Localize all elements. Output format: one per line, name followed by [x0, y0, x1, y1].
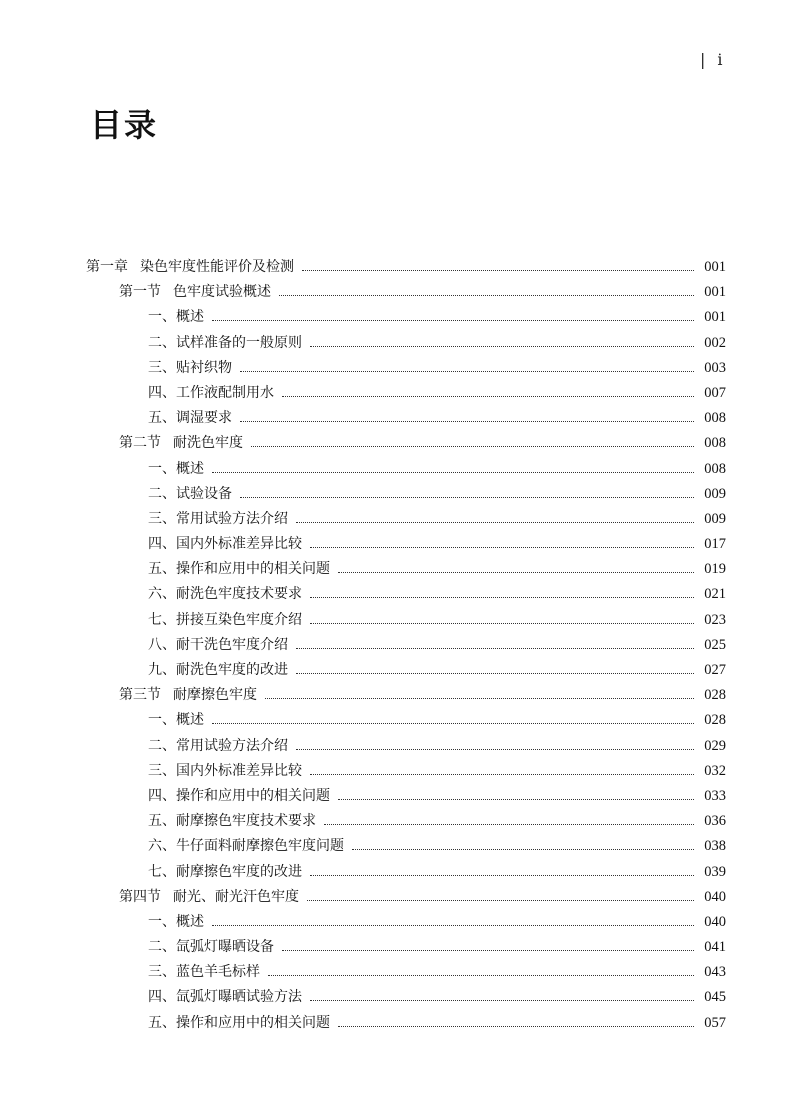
toc-label	[148, 331, 302, 356]
dot-leader	[282, 950, 694, 951]
toc-entry-prefix: 八、	[148, 636, 176, 653]
dot-leader	[324, 824, 694, 825]
toc-entry-title: 氙弧灯曝晒设备	[176, 939, 274, 956]
toc-entry-page: 025	[704, 636, 726, 653]
toc-entry-page: 028	[704, 712, 726, 729]
toc-label	[148, 860, 302, 885]
toc-entry-prefix: 九、	[148, 662, 176, 678]
dot-leader	[240, 371, 694, 372]
toc-section[interactable]	[86, 431, 726, 456]
toc-item[interactable]	[86, 532, 726, 557]
toc-label	[148, 935, 274, 960]
toc-label	[148, 633, 288, 658]
toc-entry-prefix: 二、	[148, 334, 176, 351]
toc-entry-title: 耐摩擦色牢度	[173, 687, 257, 704]
toc-entry-title: 牛仔面料耐摩擦色牢度问题	[176, 838, 344, 855]
dot-leader	[212, 925, 694, 926]
toc-entry-title: 操作和应用中的相关问题	[176, 1014, 330, 1031]
toc-entry-page: 033	[704, 787, 726, 804]
toc-label	[148, 759, 302, 784]
toc-item[interactable]	[86, 759, 726, 784]
toc-entry-title: 概述	[176, 309, 204, 326]
toc-entry-prefix: 第一章	[86, 259, 128, 275]
toc-item[interactable]	[86, 633, 726, 658]
table-of-contents	[86, 255, 726, 1036]
toc-label	[148, 985, 302, 1010]
toc-entry-title: 染色牢度性能评价及检测	[140, 259, 294, 275]
dot-leader	[212, 472, 694, 473]
toc-entry-prefix: 七、	[148, 611, 176, 628]
toc-entry-prefix: 第四节	[119, 888, 161, 905]
toc-item[interactable]	[86, 935, 726, 960]
toc-entry-page: 001	[704, 309, 726, 326]
toc-entry-page: 027	[704, 662, 726, 678]
toc-entry-prefix: 一、	[148, 913, 176, 930]
toc-entry-page: 041	[704, 939, 726, 956]
header-separator: |	[700, 50, 706, 69]
dot-leader	[310, 623, 694, 624]
dot-leader	[338, 1026, 694, 1027]
dot-leader	[307, 900, 694, 901]
toc-entry-page: 001	[704, 259, 726, 275]
toc-entry-page: 032	[704, 762, 726, 779]
dot-leader	[338, 572, 694, 573]
toc-label	[148, 809, 316, 834]
toc-item[interactable]	[86, 1011, 726, 1036]
toc-entry-prefix: 一、	[148, 460, 176, 477]
toc-item[interactable]	[86, 557, 726, 582]
toc-item[interactable]	[86, 708, 726, 733]
dot-leader	[296, 522, 694, 523]
toc-entry-page: 003	[704, 359, 726, 376]
toc-entry-page: 036	[704, 813, 726, 830]
toc-entry-prefix: 一、	[148, 309, 176, 326]
toc-label	[148, 708, 204, 733]
toc-entry-page: 045	[704, 989, 726, 1006]
toc-item[interactable]	[86, 305, 726, 330]
toc-entry-page: 043	[704, 964, 726, 981]
toc-entry-prefix: 三、	[148, 359, 176, 376]
toc-item[interactable]	[86, 482, 726, 507]
toc-entry-page: 039	[704, 863, 726, 880]
toc-entry-page: 040	[704, 913, 726, 930]
dot-leader	[296, 749, 694, 750]
toc-label	[148, 482, 232, 507]
toc-entry-title: 氙弧灯曝晒试验方法	[176, 989, 302, 1006]
toc-entry-prefix: 四、	[148, 536, 176, 553]
toc-entry-prefix: 二、	[148, 737, 176, 754]
toc-label	[148, 457, 204, 482]
toc-label	[148, 608, 302, 633]
dot-leader	[338, 799, 694, 800]
toc-entry-page: 023	[704, 611, 726, 628]
dot-leader	[212, 320, 694, 321]
toc-entry-title: 贴衬织物	[176, 359, 232, 376]
toc-entry-title: 试样准备的一般原则	[176, 334, 302, 351]
toc-label	[148, 834, 344, 859]
toc-item[interactable]	[86, 507, 726, 532]
toc-label	[148, 734, 288, 759]
dot-leader	[240, 421, 694, 422]
toc-entry-title: 耐洗色牢度技术要求	[176, 586, 302, 603]
toc-entry-title: 国内外标准差异比较	[176, 536, 302, 553]
toc-entry-page: 002	[704, 334, 726, 351]
toc-entry-prefix: 四、	[148, 989, 176, 1006]
toc-entry-title: 工作液配制用水	[176, 384, 274, 401]
toc-entry-title: 概述	[176, 460, 204, 477]
toc-label	[148, 406, 232, 431]
toc-entry-prefix: 第二节	[119, 435, 161, 452]
dot-leader	[240, 497, 694, 498]
toc-entry-page: 029	[704, 737, 726, 754]
toc-label	[148, 305, 204, 330]
page-title: 目录	[90, 106, 159, 144]
dot-leader	[296, 648, 694, 649]
toc-item[interactable]	[86, 860, 726, 885]
dot-leader	[310, 547, 694, 548]
dot-leader	[265, 698, 694, 699]
toc-label	[148, 960, 260, 985]
toc-entry-prefix: 五、	[148, 1014, 176, 1031]
toc-item[interactable]	[86, 809, 726, 834]
toc-label	[148, 381, 274, 406]
toc-entry-prefix: 四、	[148, 787, 176, 804]
toc-entry-title: 调湿要求	[176, 410, 232, 427]
toc-entry-prefix: 五、	[148, 561, 176, 578]
toc-item[interactable]	[86, 381, 726, 406]
dot-leader	[310, 346, 694, 347]
toc-entry-title: 耐洗色牢度的改进	[176, 662, 288, 678]
toc-label	[119, 431, 243, 456]
dot-leader	[282, 396, 694, 397]
toc-item[interactable]	[86, 834, 726, 859]
toc-item[interactable]	[86, 960, 726, 985]
dot-leader	[310, 774, 694, 775]
toc-chapter[interactable]	[86, 255, 726, 280]
toc-item[interactable]	[86, 356, 726, 381]
toc-entry-title: 耐光、耐光汗色牢度	[173, 888, 299, 905]
toc-entry-title: 耐干洗色牢度介绍	[176, 636, 288, 653]
toc-entry-title: 试验设备	[176, 485, 232, 502]
toc-label	[148, 507, 288, 532]
toc-entry-prefix: 第一节	[119, 284, 161, 301]
toc-item[interactable]	[86, 985, 726, 1010]
toc-label	[148, 1011, 330, 1036]
dot-leader	[352, 849, 694, 850]
toc-entry-page: 009	[704, 485, 726, 502]
toc-label	[148, 557, 330, 582]
toc-entry-prefix: 第三节	[119, 687, 161, 704]
toc-section[interactable]	[86, 885, 726, 910]
toc-entry-page: 017	[704, 536, 726, 553]
toc-item[interactable]	[86, 658, 726, 683]
toc-entry-page: 001	[704, 284, 726, 301]
dot-leader	[296, 673, 694, 674]
toc-label	[119, 683, 257, 708]
toc-entry-page: 040	[704, 888, 726, 905]
toc-entry-title: 概述	[176, 712, 204, 729]
toc-entry-prefix: 四、	[148, 384, 176, 401]
toc-entry-page: 009	[704, 510, 726, 527]
dot-leader	[268, 975, 694, 976]
toc-entry-prefix: 六、	[148, 838, 176, 855]
toc-entry-title: 常用试验方法介绍	[176, 510, 288, 527]
toc-entry-page: 008	[704, 460, 726, 477]
toc-label	[119, 885, 299, 910]
toc-entry-prefix: 三、	[148, 762, 176, 779]
toc-entry-prefix: 一、	[148, 712, 176, 729]
toc-item[interactable]	[86, 406, 726, 431]
toc-entry-page: 007	[704, 384, 726, 401]
toc-entry-page: 028	[704, 687, 726, 704]
toc-entry-prefix: 二、	[148, 485, 176, 502]
toc-entry-prefix: 六、	[148, 586, 176, 603]
toc-item[interactable]	[86, 784, 726, 809]
toc-section[interactable]	[86, 683, 726, 708]
dot-leader	[212, 723, 694, 724]
toc-entry-page: 038	[704, 838, 726, 855]
dot-leader	[310, 1000, 694, 1001]
dot-leader	[310, 597, 694, 598]
toc-entry-prefix: 五、	[148, 410, 176, 427]
page-header	[700, 50, 723, 69]
toc-entry-prefix: 三、	[148, 964, 176, 981]
dot-leader	[310, 875, 694, 876]
toc-label	[148, 910, 204, 935]
toc-entry-title: 耐摩擦色牢度技术要求	[176, 813, 316, 830]
page-number: i	[717, 50, 723, 69]
toc-entry-title: 操作和应用中的相关问题	[176, 561, 330, 578]
toc-entry-title: 蓝色羊毛标样	[176, 964, 260, 981]
toc-entry-title: 操作和应用中的相关问题	[176, 787, 330, 804]
toc-entry-prefix: 七、	[148, 863, 176, 880]
dot-leader	[251, 446, 694, 447]
toc-entry-page: 008	[704, 435, 726, 452]
toc-entry-title: 耐摩擦色牢度的改进	[176, 863, 302, 880]
toc-label	[148, 582, 302, 607]
toc-entry-title: 国内外标准差异比较	[176, 762, 302, 779]
toc-label	[148, 658, 288, 683]
toc-entry-prefix: 五、	[148, 813, 176, 830]
toc-label	[148, 532, 302, 557]
toc-item[interactable]	[86, 734, 726, 759]
dot-leader	[279, 295, 694, 296]
toc-entry-title: 色牢度试验概述	[173, 284, 271, 301]
toc-entry-title: 概述	[176, 913, 204, 930]
dot-leader	[302, 270, 694, 271]
toc-entry-prefix: 三、	[148, 510, 176, 527]
toc-label	[148, 356, 232, 381]
toc-entry-page: 057	[704, 1014, 726, 1031]
toc-entry-title: 常用试验方法介绍	[176, 737, 288, 754]
toc-item[interactable]	[86, 331, 726, 356]
toc-entry-prefix: 二、	[148, 939, 176, 956]
toc-entry-page: 019	[704, 561, 726, 578]
toc-entry-page: 008	[704, 410, 726, 427]
toc-label	[148, 784, 330, 809]
toc-item[interactable]	[86, 457, 726, 482]
toc-entry-title: 拼接互染色牢度介绍	[176, 611, 302, 628]
toc-section[interactable]	[86, 280, 726, 305]
toc-item[interactable]	[86, 582, 726, 607]
toc-entry-page: 021	[704, 586, 726, 603]
toc-item[interactable]	[86, 910, 726, 935]
toc-item[interactable]	[86, 608, 726, 633]
toc-label	[119, 280, 271, 305]
toc-label	[86, 255, 294, 280]
toc-entry-title: 耐洗色牢度	[173, 435, 243, 452]
